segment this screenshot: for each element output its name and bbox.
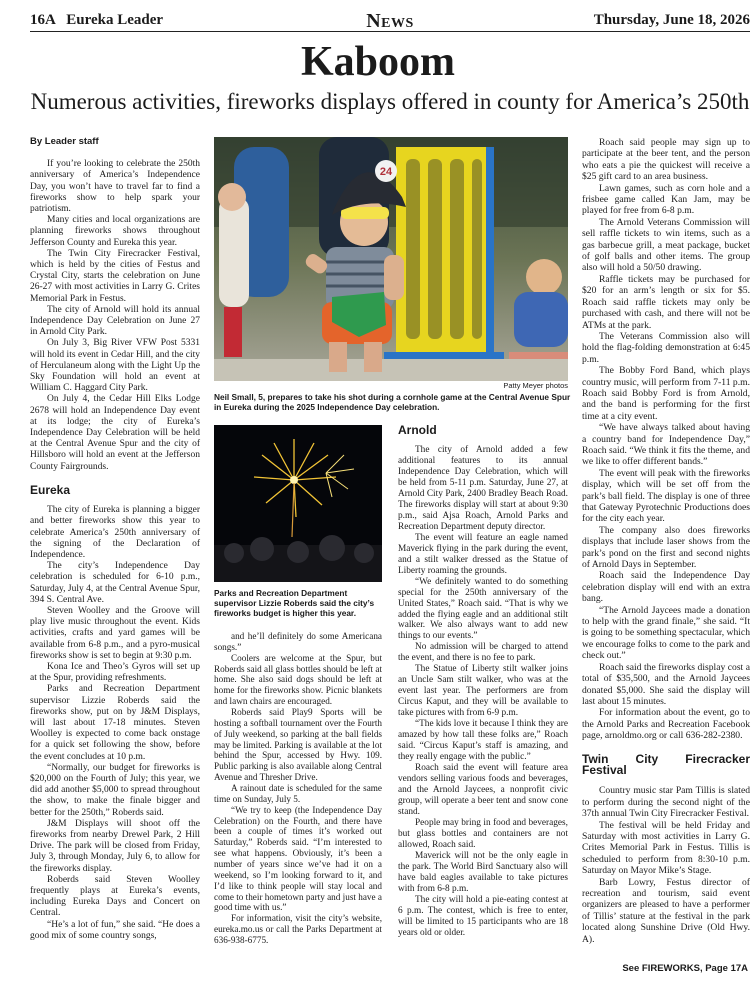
- paragraph: For information about the event, go to the Arnold Parks and Recreation Facebook page, arnoldmo.org or call 636-282-2380.: [582, 707, 750, 742]
- column-2: [214, 631, 382, 946]
- eureka-continued-paragraphs: [214, 631, 382, 946]
- paragraph: Roach said the event will feature area vendors selling various foods and beverages, and the Arnold Jaycees, a nonprofit civic group, will operate a beer tent and snow cone stand.: [398, 763, 568, 817]
- arnold-paragraphs: [398, 445, 568, 939]
- eureka-paragraphs: [30, 505, 200, 942]
- paragraph: and he’ll definitely do some Americana songs.”: [214, 631, 382, 652]
- paragraph: Parks and Recreation Department supervisor Lizzie Roberds said the fireworks show, put on by J&M Displays, will last about 17-18 minutes. Steven Woolley is expected to come back onstage for a quick set following the show, before the event concludes at 10 p.m.: [30, 684, 200, 762]
- fireworks-night-photo: [214, 425, 382, 582]
- section-title: News: [366, 10, 414, 32]
- subheadline: Numerous activities, fireworks displays offered in county for America’s 250th: [30, 89, 750, 114]
- fireworks-photo: [214, 425, 382, 582]
- paragraph: The Arnold Veterans Commission will sell raffle tickets to win items, such as a gas barbecue grill, a meat package, bucket of golf balls and other items. The group also will hold a 50/50 drawing.: [582, 216, 750, 274]
- paragraph: Coolers are welcome at the Spur, but Roberds said all glass bottles should be left at home. She also said dogs should be left at home for the fireworks show. Picnic blankets and lawn chairs are encouraged.: [214, 652, 382, 707]
- paragraph: “We try to keep (the Independence Day Celebration) on the Fourth, and there have been a couple of times it’s worked out Saturday,” Roberds said. “I’m interested to see what happens. Obviously, it’s been a number of years since we’ve had it on a weekend, so I’m looking forward to it, and I’d like to think people will stay local and come to their hometown party and just have a good time with us.”: [214, 804, 382, 913]
- arnold-continued-paragraphs: [582, 137, 750, 742]
- paragraph: The city will hold a pie-eating contest at 6 p.m. The contest, which is free to enter, will be limited to 15 participants who are 18 years old or older.: [398, 894, 568, 938]
- paragraph: The Bobby Ford Band, which plays country music, will perform from 7-11 p.m. Roach said Bobby Ford is from Arnold, and the band is performing for the first time at a city event.: [582, 365, 750, 422]
- paragraph: “The kids love it because I think they are amazed by how tall these folks are,” Roach said. “Circus Kaput’s staff is amazing, and they really engage with the public.”: [398, 719, 568, 763]
- headline: Kaboom: [300, 39, 455, 85]
- issue-date: Thursday, June 18, 2026: [593, 12, 750, 28]
- main-photo: [214, 137, 568, 381]
- paragraph: The city’s Independence Day celebration is scheduled for 6-10 p.m., Saturday, July 4, at the Central Avenue Spur, 394 S. Central Ave.: [30, 561, 200, 605]
- paragraph: The city of Arnold added a few additional features to its annual Independence Day Celebration, which will be held from 5-11 p.m. Saturday, June 27, at Arnold City Park, 2400 Bradley Beach Road. The fireworks display will start at about 9:30 p.m., said Ajsa Roach, Arnold Parks and Recreation Department deputy director.: [398, 444, 568, 532]
- paragraph: No admission will be charged to attend the event, and there is no fee to park.: [398, 642, 568, 664]
- paragraph: Roberds said Play9 Sports will be hosting a softball tournament over the Fourth of July weekend, so parking at the ball fields may be limited. Parking is available at the lot behind the Spur, accessed by Hwy. 109. Public parking is also available along Central Avenue and Thresher Drive.: [214, 707, 382, 783]
- paragraph: The Statue of Liberty stilt walker joins an Uncle Sam stilt walker, who was at the event last year. The performers are from Circus Kaput, and they will be available to take pictures with from 6-9 p.m.: [398, 664, 568, 719]
- page-number-label: 16A Eureka Leader: [30, 12, 164, 28]
- paragraph: The city of Eureka is planning a bigger and better fireworks show this year to celebrate America’s 250th anniversary of the signing of the Declaration of Independence.: [30, 505, 200, 560]
- intro-paragraphs: [30, 159, 200, 473]
- paragraph: The Veterans Commission also will hold the flag-folding demonstration at 6:45 p.m.: [582, 330, 750, 365]
- paragraph: Maverick will not be the only eagle in the park. The World Bird Sanctuary also will have bald eagles available to take pictures with from 6-8 p.m.: [398, 850, 568, 894]
- paragraph: People may bring in food and beverages, but glass bottles and containers are not allowed, Roach said.: [398, 817, 568, 850]
- paragraph: For information, visit the city’s website, eureka.mo.us or call the Parks Department at 636-938-6775.: [214, 913, 382, 946]
- helmet-number: 24: [379, 166, 393, 178]
- column-4: [582, 137, 750, 945]
- paragraph: The Twin City Firecracker Festival, which is held by the cities of Festus and Crystal City, starts the celebration on June 26-27 with most activities in Larry G. Crites Memorial Park in Festus.: [30, 248, 200, 304]
- arnold-section-heading: Arnold: [398, 423, 437, 437]
- paragraph: The event will peak with the fireworks display, which will be set off from the park’s ball field. The display is one of three that Gateway Pyrotechnic Productions does for the city each year.: [582, 467, 750, 525]
- paragraph: A rainout date is scheduled for the same time on Sunday, July 5.: [214, 783, 382, 804]
- paragraph: J&M Displays will shoot off the fireworks from nearby Drewel Park, 2 Hill Drive. The park will be closed from Friday, July 3, through Monday, July 6, to allow for the fireworks display.: [30, 818, 200, 874]
- twin-city-section-heading: Twin City Firecracker Festival: [582, 751, 750, 777]
- paragraph: On July 3, Big River VFW Post 5331 will hold its event in Cedar Hill, and the city of Herculaneum along with the Light Up the Sky Foundation will hold an event at William C. Haggard City Park.: [30, 338, 200, 394]
- column-1: [30, 136, 200, 942]
- paragraph: Roberds said Steven Woolley frequently plays at Eureka’s events, including Eureka Days and Concert on Central.: [30, 874, 200, 919]
- paragraph: “We have always talked about having a country band for Independence Day,” Roach said. “We think it fits the theme, and we like to offer different bands.”: [582, 422, 750, 468]
- paragraph: Steven Woolley and the Groove will play live music throughout the event. Kids activities, crafts and yard games will be available from 6-8 p.m., and a pyro-musical fireworks show is set to begin at 9:30 p.m.: [30, 605, 200, 661]
- paragraph: Barb Lowry, Festus director of recreation and tourism, said event organizers are pleased to have a performer of Tillis’ stature at the festival in the park located along Sunshine Drive (Old Hwy. A).: [582, 876, 750, 945]
- paragraph: “Normally, our budget for fireworks is $20,000 on the Fourth of July; this year, we did add another $5,000 to spread throughout the show, to make the finale bigger and better for the 250th,” Roberds said.: [30, 762, 200, 818]
- eureka-section-heading: Eureka: [30, 482, 71, 497]
- paragraph: On July 4, the Cedar Hill Elks Lodge 2678 will hold an Independence Day event at its lodge; the city of Eureka’s Independence Day Celebration will be held at the Central Avenue Spur and the city of Hillsboro will hold an event at the Jefferson County Fairgrounds.: [30, 394, 200, 472]
- photo-credit: Patty Meyer photos: [503, 381, 568, 390]
- main-photo-caption: Neil Small, 5, prepares to take his shot during a cornhole game at the Central Avenue Spur in Eureka during the 2025 Independence Day celebration.: [214, 392, 571, 413]
- paragraph: “The Arnold Jaycees made a donation to help with the grand finale,” she said. “It is going to be something spectacular, which we encourage folks to come to the park and check out.”: [582, 604, 750, 662]
- column-3: [398, 413, 568, 939]
- paragraph: The festival will be held Friday and Saturday with most activities in Larry G. Crites Memorial Park in Festus. Tillis is scheduled to perform from 8:30-10 p.m. Saturday on Mayor Mike’s Stage.: [582, 819, 750, 877]
- paragraph: “We definitely wanted to do something special for the 250th anniversary of the United States,” Roach said. “That is why we added the flying eagle and an additional stilt walker. We also always want to add new things to our events.”: [398, 576, 568, 642]
- paragraph: Country music star Pam Tillis is slated to perform during the second night of the 37th annual Twin City Firecracker Festival.: [582, 785, 750, 820]
- boy-cornhole-photo: [214, 137, 568, 381]
- paragraph: Lawn games, such as corn hole and a frisbee game called Kan Jam, may be played for free from 6-8 p.m.: [582, 182, 750, 217]
- paragraph: If you’re looking to celebrate the 250th anniversary of America’s Independence Day, you won’t have to travel far to find a fireworks show to help spark your patriotism.: [30, 159, 200, 215]
- twin-city-paragraphs: [582, 785, 750, 945]
- paragraph: The city of Arnold will hold its annual Independence Day Celebration on June 27 in Arnold City Park.: [30, 304, 200, 338]
- paragraph: “He’s a lot of fun,” she said. “He does a good mix of some country songs,: [30, 919, 200, 941]
- paragraph: Roach said the Independence Day celebration display will end with an extra bang.: [582, 570, 750, 605]
- paragraph: Roach said people may sign up to participate at the beer tent, and the person who eats a pie the quickest will receive a $25 gift card to an area business.: [582, 137, 750, 183]
- page-header: [30, 10, 750, 32]
- paragraph: Many cities and local organizations are planning fireworks shows throughout Jefferson County and Eureka this year.: [30, 215, 200, 248]
- byline: By Leader staff: [30, 136, 99, 147]
- continued-jump-line: See FIREWORKS, Page 17A: [622, 963, 748, 974]
- paragraph: Raffle tickets may be purchased for $20 for an arm’s length or six for $5. Roach said raffle tickets may only be purchased with cash, and there will not be ATMs at the park.: [582, 273, 750, 331]
- paragraph: The company also does fireworks displays that include laser shows from the park’s pond on the first and second nights of Arnold Days in September.: [582, 524, 750, 571]
- paragraph: The event will feature an eagle named Maverick flying in the park during the event, and a stilt walker dressed as the Statue of Liberty roaming the grounds.: [398, 532, 568, 576]
- paragraph: Roach said the fireworks display cost a total of $35,500, and the Arnold Jaycees donated $5,000. She said the display will last about 15 minutes.: [582, 661, 750, 707]
- paragraph: Kona Ice and Theo’s Gyros will set up at the Spur, providing refreshments.: [30, 661, 200, 684]
- fireworks-photo-caption: Parks and Recreation Department supervisor Lizzie Roberds said the city’s fireworks budget is higher this year.: [214, 588, 375, 619]
